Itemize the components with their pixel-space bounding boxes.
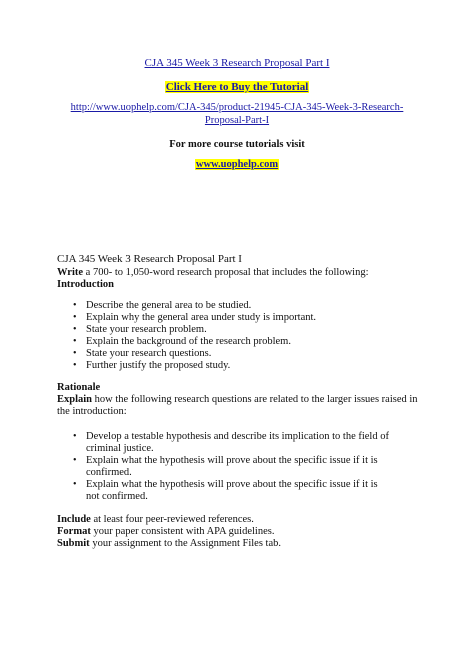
explain-label: Explain: [57, 394, 93, 405]
include-instruction: [57, 514, 254, 526]
write-label: Write: [57, 267, 84, 278]
rationale-item-line: Explain what the hypothesis will prove about the specific issue if it is: [86, 455, 378, 466]
submit-text: your assignment to the Assignment Files tab.: [89, 538, 282, 549]
submit-instruction: [57, 538, 281, 550]
bullet-icon: •: [73, 360, 77, 371]
include-text: at least four peer-reviewed references.: [90, 514, 254, 525]
explain-text: how the following research questions are related to the larger issues raised in: [92, 394, 418, 405]
include-label: Include: [57, 514, 91, 525]
product-url-line-1[interactable]: http://www.uophelp.com/CJA-345/product-21945-CJA-345-Week-3-Research-: [70, 102, 404, 113]
write-text: a 700- to 1,050-word research proposal that includes the following:: [83, 267, 369, 278]
site-link[interactable]: www.uophelp.com: [195, 159, 279, 170]
buy-tutorial-link[interactable]: Click Here to Buy the Tutorial: [165, 81, 309, 93]
site-link-wrapper: [0, 158, 474, 171]
rationale-item-line: Develop a testable hypothesis and describe its implication to the field of: [86, 431, 389, 442]
format-label: Format: [57, 526, 91, 537]
more-tutorials-text: For more course tutorials visit: [169, 139, 305, 150]
bullet-icon: •: [73, 455, 77, 466]
bullet-icon: •: [73, 348, 77, 359]
intro-item: Describe the general area to be studied.: [86, 300, 252, 311]
product-url-line-2[interactable]: Proposal-Part-I: [204, 115, 270, 126]
body-title: CJA 345 Week 3 Research Proposal Part I: [57, 253, 242, 265]
write-instruction: [57, 267, 369, 279]
bullet-icon: •: [73, 431, 77, 442]
bullet-icon: •: [73, 479, 77, 490]
rationale-item-line: confirmed.: [86, 467, 132, 478]
intro-heading: Introduction: [57, 279, 114, 290]
explain-instruction: [57, 394, 418, 406]
bullet-icon: •: [73, 324, 77, 335]
rationale-item-line: not confirmed.: [86, 491, 148, 502]
explain-text-cont: the introduction:: [57, 406, 127, 417]
intro-item: Explain the background of the research problem.: [86, 336, 291, 347]
submit-label: Submit: [57, 538, 90, 549]
bullet-icon: •: [73, 336, 77, 347]
bullet-icon: •: [73, 312, 77, 323]
buy-tutorial-wrapper: [0, 81, 474, 94]
intro-item: Explain why the general area under study is important.: [86, 312, 317, 323]
format-text: your paper consistent with APA guidelines.: [90, 526, 275, 537]
bullet-icon: •: [73, 300, 77, 311]
intro-item: State your research problem.: [86, 324, 207, 335]
rationale-heading: Rationale: [57, 382, 101, 393]
intro-item: State your research questions.: [86, 348, 212, 359]
title-link[interactable]: CJA 345 Week 3 Research Proposal Part I: [144, 57, 330, 69]
format-instruction: [57, 526, 274, 538]
rationale-item-line: Explain what the hypothesis will prove about the specific issue if it is: [86, 479, 378, 490]
intro-item: Further justify the proposed study.: [86, 360, 231, 371]
rationale-item-line: criminal justice.: [86, 443, 154, 454]
